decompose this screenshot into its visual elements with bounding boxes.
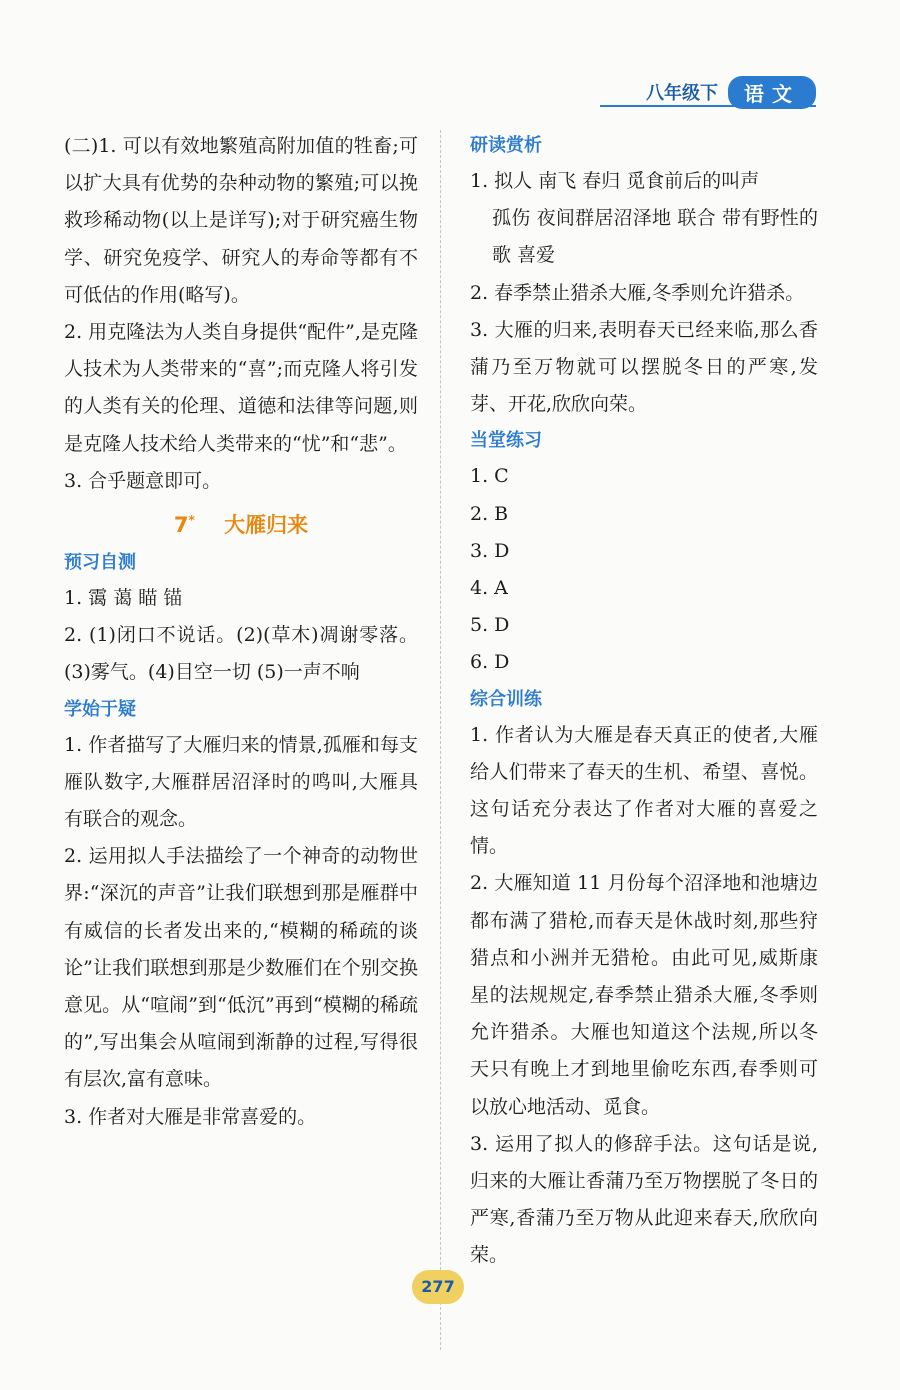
paragraph: 2. 运用拟人手法描绘了一个神奇的动物世界:“深沉的声音”让我们联想到那是雁群中有威信的长者发出来的,“模糊的稀疏的谈论”让我们联想到那是少数雁们在个别交换意见。从“喧闹”到“低沉”再到“模糊的稀疏的”,写出集会从喧闹到渐静的过程,写得很有层次,富有意味。 [64,845,418,1091]
answer-item: 5. D [470,614,510,637]
lesson-name: 大雁归来 [224,513,309,538]
subject-badge: 语文 [728,76,816,109]
right-column [470,128,818,1275]
answer-item: 2. B [470,502,509,525]
grade-label: 八年级下 [646,83,718,104]
lesson-title [64,500,418,545]
column-divider [440,130,441,1350]
paragraph: 3. 作者对大雁是非常喜爱的。 [64,1105,317,1128]
answer-item: 4. A [470,577,508,600]
paragraph: 孤伤 夜间群居沼泽地 联合 带有野性的歌 喜爱 [492,207,818,267]
paragraph: 3. 运用了拟人的修辞手法。这句话是说,归来的大雁让香蒲乃至万物摆脱了冬日的严寒,香蒲乃至万物从此迎来春天,欣欣向荣。 [470,1132,818,1267]
section-heading: 当堂练习 [470,430,542,452]
section-heading: 综合训练 [470,688,542,710]
lesson-mark: * [188,513,195,528]
paragraph: 1. 拟人 南飞 春归 觅食前后的叫声 [470,170,760,192]
paragraph: 3. 合乎题意即可。 [64,469,222,492]
lesson-number: 7 [173,513,189,538]
answer-item: 6. D [470,651,510,674]
paragraph: 2. 用克隆法为人类自身提供“配件”,是克隆人技术为人类带来的“喜”;而克隆人将引发的人类有关的伦理、道德和法律等问题,则是克隆人技术给人类带来的“忧”和“悲”。 [64,321,418,455]
section-heading: 研读赏析 [470,135,542,156]
paragraph: 3. 大雁的归来,表明春天已经来临,那么香蒲乃至万物就可以摆脱冬日的严寒,发芽、开花,欣欣向荣。 [470,318,818,416]
header-rule [600,105,816,107]
paragraph: 2. 春季禁止猎杀大雁,冬季则允许猎杀。 [470,281,805,304]
paragraph: 2. (1)闭口不说话。(2)(草木)凋谢零落。(3)雾气。(4)目空一切 (5)一声不响 [64,624,418,684]
paragraph: 2. 大雁知道 11 月份每个沼泽地和池塘边都布满了猎枪,而春天是休战时刻,那些狩猎点和小洲并无猎枪。由此可见,威斯康星的法规规定,春季禁止猎杀大雁,冬季则允许猎杀。大雁也知道这个法规,所以冬天只有晚上才到地里偷吃东西,春季则可以放心地活动、觅食。 [470,872,818,1118]
paragraph: 1. 作者描写了大雁归来的情景,孤雁和每支雁队数字,大雁群居沼泽时的鸣叫,大雁具有联合的观念。 [64,733,418,831]
paragraph: 1. 霭 蔼 瞄 锚 [64,587,183,610]
page-header [646,76,816,108]
left-column [64,128,418,1136]
paragraph: 1. 作者认为大雁是春天真正的使者,大雁给人们带来了春天的生机、希望、喜悦。这句话充分表达了作者对大雁的喜爱之情。 [470,723,818,858]
answer-item: 1. C [470,465,509,488]
paragraph: (二)1. 可以有效地繁殖高附加值的牲畜;可以扩大具有优势的杂种动物的繁殖;可以挽救珍稀动物(以上是详写);对于研究癌生物学、研究免疫学、研究人的寿命等都有不可低估的作用(略写)。 [64,135,418,306]
answer-item: 3. D [470,539,510,562]
page-number: 277 [412,1270,464,1304]
section-heading: 预习自测 [64,552,136,574]
section-heading: 学始于疑 [64,698,136,720]
